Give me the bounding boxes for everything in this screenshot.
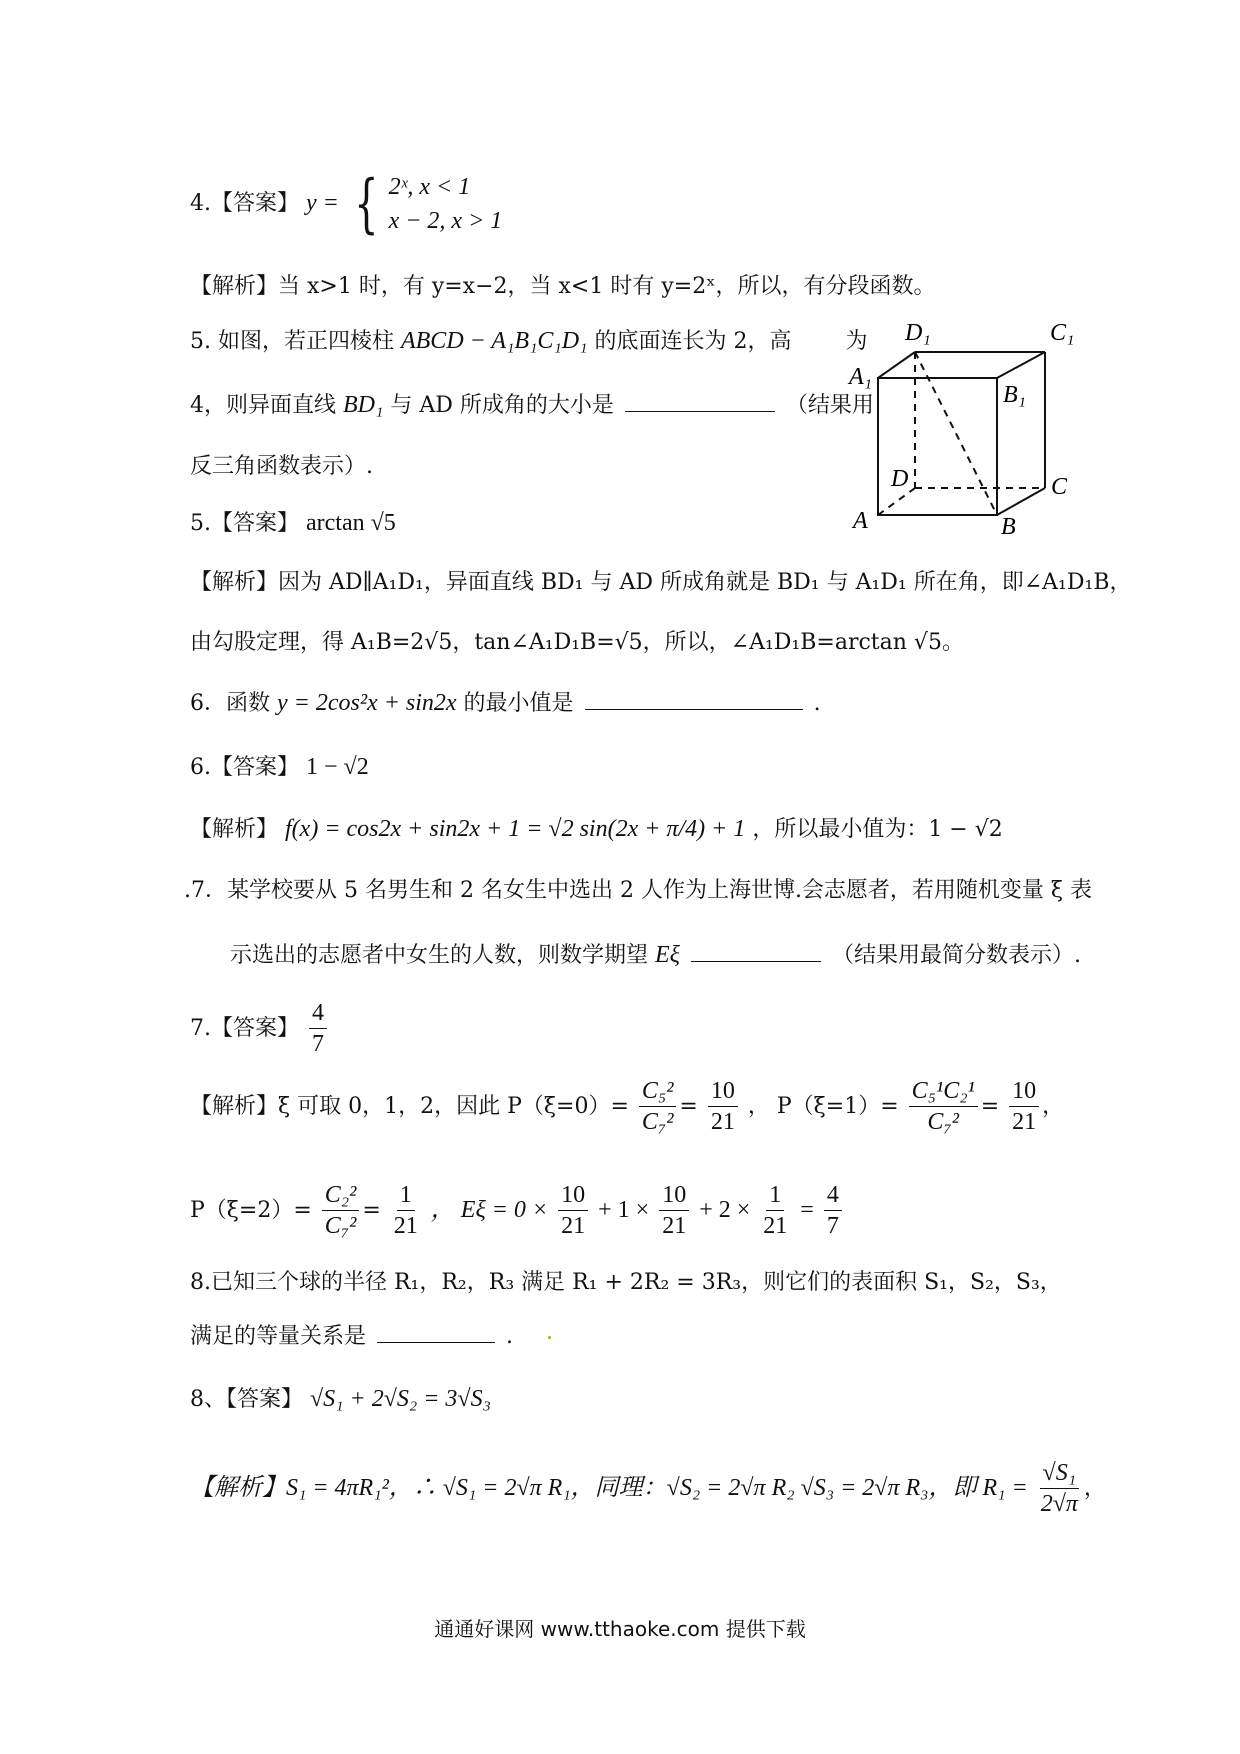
q5-stem-line2 — [190, 390, 874, 421]
q7-e-t1-num: 10 — [558, 1182, 588, 1211]
label-B: B — [1001, 514, 1016, 540]
q7-analysis-text-a: 【解析】ξ 可取 0，1，2，因此 P（ξ=0）= — [190, 1093, 629, 1119]
q7-e-t1-den: 21 — [561, 1213, 586, 1240]
q5-stem-text-f: （结果用 — [785, 393, 874, 418]
left-brace-icon: { — [354, 167, 379, 241]
q4-answer-prefix: 4.【答案】 — [190, 191, 299, 216]
q7-p2-value — [391, 1182, 421, 1240]
q5-answer-prefix: 5.【答案】 — [190, 511, 299, 536]
q8-analysis-text: 【解析】S₁ = 4πR₁²，∴ √S₁ = 2√π R₁，同理：√S₂ = 2√π R₂ √S₃ = 2√π R₃，即 R₁ = — [190, 1474, 1028, 1501]
q8-stem-line2 — [190, 1322, 513, 1352]
q8-answer-prefix: 8、【答案】 — [190, 1387, 303, 1412]
q7-e-result — [824, 1182, 842, 1240]
q8-answer-line — [190, 1384, 491, 1415]
q6-stem — [190, 688, 821, 719]
q6-answer-prefix: 6.【答案】 — [190, 755, 299, 780]
q5-stem-text-a: 5. 如图，若正四棱柱 — [190, 329, 394, 354]
q7-answer-line — [190, 1000, 330, 1058]
q6-stem-text-c: . — [813, 691, 821, 716]
q7-p0-num: C₅² — [639, 1078, 677, 1107]
q8-stem-text-a: 满足的等量关系是 — [190, 1324, 367, 1349]
q7-e-term1 — [558, 1182, 588, 1240]
q7-e-xi: Eξ — [655, 942, 680, 968]
q5-analysis-line2: 由勾股定理，得 A₁B=2√5，tan∠A₁D₁B=√5，所以，∠A₁D₁B=arctan √5。 — [190, 630, 964, 655]
label-B1: B₁ — [1003, 382, 1027, 408]
q5-answer-blank — [625, 391, 775, 412]
q4-case-1: 2ˣ, x < 1 — [388, 174, 471, 200]
label-A1: A₁ — [849, 364, 873, 390]
q6-analysis-prefix: 【解析】 — [190, 817, 279, 842]
q5-answer: arctan √5 — [306, 510, 396, 536]
q7-e-t3-num: 1 — [766, 1182, 784, 1211]
q6-expr: y = 2cos²x + sin2x — [277, 690, 457, 716]
q7-p0-val-num: 10 — [708, 1078, 738, 1107]
label-D1: D₁ — [905, 320, 931, 346]
q7-p2-val-num: 1 — [397, 1182, 415, 1211]
q6-answer: 1 − √2 — [306, 754, 369, 780]
q5-stem-line1 — [190, 326, 867, 357]
q4-y-eq: y = — [306, 190, 339, 216]
q7-p0-value — [708, 1078, 738, 1136]
q7-e-t3-den: 21 — [763, 1213, 788, 1240]
q5-stem-text-e: 与 AD 所成角的大小是 — [390, 393, 614, 418]
q8-answer-blank — [377, 1322, 495, 1343]
q5-stem-text-b: 的底面连长为 2，高 — [594, 329, 792, 354]
label-C: C — [1051, 474, 1068, 500]
q7-answer-num: 4 — [309, 1000, 327, 1029]
q8-stem-text-b: . — [506, 1324, 514, 1349]
q7-p0-den: C₇² — [641, 1109, 674, 1136]
q5-bd1: BD₁ — [343, 392, 384, 418]
q7-e-eq: = — [800, 1196, 814, 1223]
q7-e-t2-den: 21 — [662, 1213, 687, 1240]
q5-stem-line3: 反三角函数表示）. — [190, 454, 373, 479]
stray-dot-mark — [548, 1336, 551, 1339]
q7-stem-text-a: 示选出的志愿者中女生的人数，则数学期望 — [230, 943, 649, 968]
q8-analysis — [190, 1460, 1106, 1518]
q7-p1-value — [1009, 1078, 1039, 1136]
q6-answer-line — [190, 752, 369, 783]
q7-answer-den: 7 — [312, 1031, 324, 1058]
q8-analysis-end: ， — [1083, 1475, 1106, 1501]
q7-e-term2 — [659, 1182, 689, 1240]
q8-frac-den: 2√π — [1040, 1491, 1078, 1518]
q6-answer-blank — [585, 689, 803, 710]
q7-stem-line2 — [230, 940, 1081, 971]
q7-e-t2-num: 10 — [659, 1182, 689, 1211]
q7-e-plus1: + 1 × — [598, 1196, 650, 1223]
q5-analysis-line1: 【解析】因为 AD∥A₁D₁，异面直线 BD₁ 与 AD 所成角就是 BD₁ 与 A₁D₁ 所在角，即∠A₁D₁B， — [190, 570, 1132, 595]
prism-figure — [845, 310, 1085, 540]
q4-piecewise — [346, 167, 503, 241]
q7-e-res-num: 4 — [824, 1182, 842, 1211]
q7-p1-num: C₅¹C₂¹ — [909, 1078, 978, 1107]
q6-analysis-expr: f(x) = cos2x + sin2x + 1 = √2 sin(2x + π/4) + 1 — [285, 816, 746, 842]
q7-stem-line1: .7．某学校要从 5 名男生和 2 名女生中选出 2 人作为上海世博.会志愿者，若用随机变量 ξ 表 — [184, 878, 1093, 903]
q8-frac-num: √S₁ — [1040, 1460, 1080, 1489]
q7-p1-label: ， P（ξ=1）= — [747, 1093, 899, 1119]
q4-analysis: 【解析】当 x>1 时，有 y=x−2，当 x<1 时有 y=2ˣ，所以，有分段函数。 — [190, 274, 936, 299]
q7-p0-fraction — [639, 1078, 677, 1136]
q7-p2-den: C₇² — [324, 1213, 357, 1240]
q7-p2-fraction — [322, 1182, 360, 1240]
q7-p2-val-den: 21 — [393, 1213, 418, 1240]
label-D: D — [891, 466, 909, 492]
page-footer: 通通好课网 www.tthaoke.com 提供下载 — [434, 1617, 806, 1641]
q5-stem-text-c: 为 — [845, 329, 868, 354]
q7-answer-prefix: 7.【答案】 — [190, 1015, 299, 1041]
q7-exp-label: ， Eξ = 0 × — [430, 1196, 549, 1223]
q7-stem-text-b: （结果用最简分数表示）. — [831, 943, 1081, 968]
q7-answer-fraction — [309, 1000, 327, 1058]
q7-e-plus2: + 2 × — [699, 1196, 751, 1223]
q5-answer-line — [190, 508, 396, 539]
q7-p2-num: C₂² — [322, 1182, 360, 1211]
label-C1: C₁ — [1050, 320, 1075, 346]
q6-stem-text-a: 6．函数 — [190, 691, 270, 716]
q7-p1-val-num: 10 — [1009, 1078, 1039, 1107]
q7-p1-val-den: 21 — [1012, 1109, 1037, 1136]
q7-p1-den: C₇² — [927, 1109, 959, 1136]
q7-analysis-line2: P（ξ=2）= $\frac{\text{C₂²}}{\text{C₇²}}$ = $\frac{1}{21}$ ， Eξ = 0 × $\frac{10}{21}$ + 1 × $\frac{10}{21}$ + 2 × $\frac{1}{21}$ = $\frac{4}{7}$ — [190, 1182, 845, 1240]
q7-p2-label: P（ξ=2）= — [190, 1197, 312, 1223]
q8-stem-line1: 8.已知三个球的半径 R₁，R₂，R₃ 满足 R₁ + 2R₂ = 3R₃，则它们的表面积 S₁，S₂，S₃， — [190, 1270, 1062, 1295]
q5-prism: ABCD − A₁B₁C₁D₁ — [400, 328, 588, 354]
q4-answer-line — [190, 167, 503, 241]
q7-p0-val-den: 21 — [710, 1109, 735, 1136]
q7-answer-blank — [691, 941, 821, 962]
q7-p1-end: ， — [1042, 1093, 1065, 1119]
q7-p1-fraction — [909, 1078, 978, 1136]
q8-analysis-fraction — [1038, 1460, 1081, 1518]
label-A: A — [853, 508, 868, 534]
q7-analysis-line1: 【解析】ξ 可取 0，1，2，因此 P（ξ=0）= $\frac{\text{C₅²}}{\text{C₇²}}$ = $\frac{10}{21}$ ， P（ξ=1）= $\frac{\text{C₅¹C₂¹}}{\text{C₇²}}$ = $\frac{10}{21}$ ， — [190, 1078, 1065, 1136]
q6-analysis-suffix: ，所以最小值为：1 − √2 — [752, 817, 1003, 842]
q5-stem-text-d: 4，则异面直线 — [190, 393, 336, 418]
q6-analysis — [190, 814, 1003, 845]
q8-answer: √S₁ + 2√S₂ = 3√S₃ — [310, 1386, 491, 1412]
q7-e-res-den: 7 — [826, 1213, 839, 1240]
q4-case-2: x − 2, x > 1 — [388, 208, 503, 234]
q7-e-term3 — [760, 1182, 790, 1240]
q6-stem-text-b: 的最小值是 — [463, 691, 574, 716]
